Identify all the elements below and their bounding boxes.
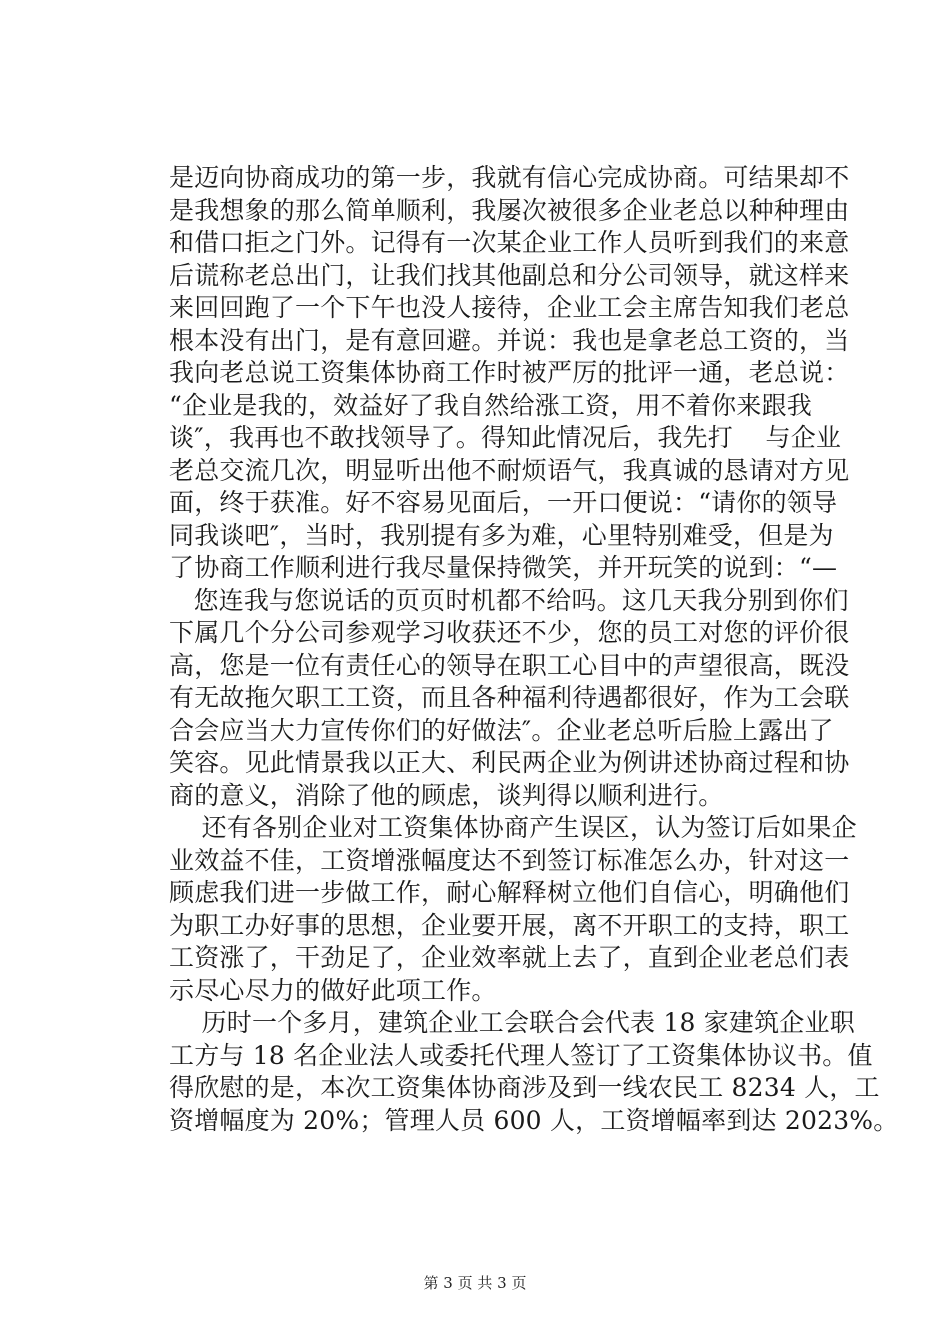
text-line: 商的意义，消除了他的顾虑，谈判得以顺利进行。 <box>169 780 724 810</box>
text-line: 工资涨了，干劲足了，企业效率就上去了，直到企业老总们表 <box>169 943 850 972</box>
text-line: 我向老总说工资集体协商工作时被严厉的批评一通，老总说： <box>169 358 850 387</box>
text-line: 工方与 18 名企业法人或委托代理人签订了工资集体协议书。值 <box>169 1040 873 1070</box>
text-line: 面，终于获准。好不容易见面后，一开口便说：“请你的领导 <box>169 488 838 517</box>
text-line: 您连我与您说话的页页时机都不给吗。这几天我分别到你们 <box>169 585 849 615</box>
text-line: 历时一个多月，建筑企业工会联合会代表 18 家建筑企业职 <box>169 1008 855 1037</box>
text-line: 下属几个分公司参观学习收获还不少，您的员工对您的评价很 <box>169 618 850 647</box>
text-line: 和借口拒之门外。记得有一次某企业工作人员听到我们的来意 <box>169 228 850 257</box>
text-line: 后谎称老总出门，让我们找其他副总和分公司领导，就这样来 <box>169 260 850 290</box>
text-line: 高，您是一位有责任心的领导在职工心目中的声望很高，既没 <box>169 650 850 680</box>
text-line: 是迈向协商成功的第一步，我就有信心完成协商。可结果却不 <box>169 163 850 192</box>
text-line: 根本没有出门，是有意回避。并说：我也是拿老总工资的，当 <box>169 325 850 355</box>
text-line: 谈″，我再也不敢找领导了。得知此情况后，我先打 与企业 <box>169 423 842 452</box>
text-line: 合会应当大力宣传你们的好做法″。企业老总听后脸上露出了 <box>169 715 834 745</box>
text-line: “企业是我的，效益好了我自然给涨工资，用不着你来跟我 <box>169 390 812 420</box>
body-text <box>169 162 899 1137</box>
text-line: 资增幅度为 20%；管理人员 600 人，工资增幅率到达 2023%。 <box>169 1105 899 1135</box>
text-line: 了协商工作顺利进行我尽量保持微笑，并开玩笑的说到：“— <box>169 553 838 582</box>
text-line: 还有各别企业对工资集体协商产生误区，认为签订后如果企 <box>169 813 857 842</box>
text-line: 顾虑我们进一步做工作，耐心解释树立他们自信心，明确他们 <box>169 878 850 907</box>
text-line: 得欣慰的是，本次工资集体协商涉及到一线农民工 8234 人，工 <box>169 1073 880 1102</box>
text-line: 是我想象的那么简单顺利，我屡次被很多企业老总以种种理由 <box>169 195 850 225</box>
text-line: 来回回跑了一个下午也没人接待，企业工会主席告知我们老总 <box>169 293 850 322</box>
page-footer: 第 3 页 共 3 页 <box>423 1274 527 1292</box>
text-line: 为职工办好事的思想，企业要开展，离不开职工的支持，职工 <box>169 910 850 940</box>
text-line: 老总交流几次，明显听出他不耐烦语气，我真诚的恳请对方见 <box>169 455 850 485</box>
text-line: 笑容。见此情景我以正大、利民两企业为例讲述协商过程和协 <box>169 748 850 777</box>
text-line: 同我谈吧″，当时，我别提有多为难，心里特别难受，但是为 <box>169 520 834 550</box>
text-line: 业效益不佳，工资增涨幅度达不到签订标准怎么办，针对这一 <box>169 845 850 875</box>
text-line: 示尽心尽力的做好此项工作。 <box>169 975 497 1005</box>
text-line: 有无故拖欠职工工资，而且各种福利待遇都很好，作为工会联 <box>169 683 850 712</box>
